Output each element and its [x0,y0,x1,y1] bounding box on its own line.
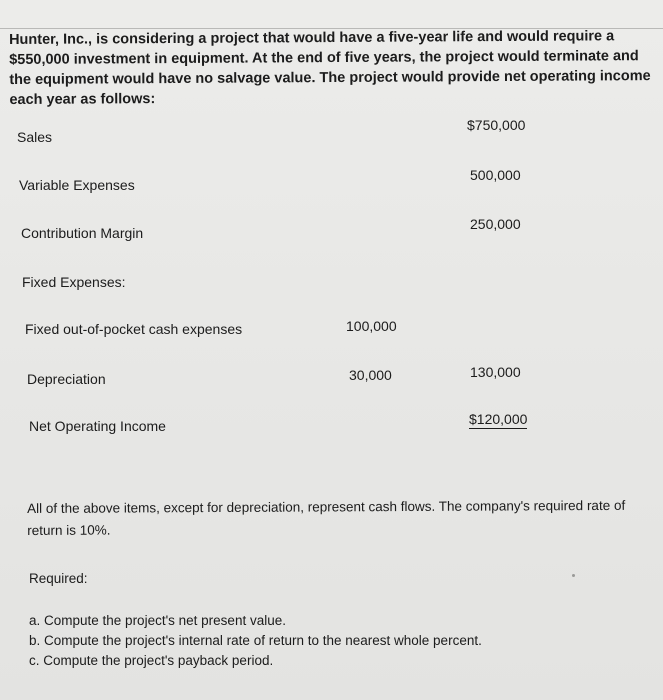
depreciation-amount: 30,000 [349,367,392,383]
contribution-margin-total: 250,000 [470,216,521,232]
requirement-c: c. Compute the project's payback period. [29,653,274,668]
fixed-out-of-pocket-label: Fixed out-of-pocket cash expenses [25,321,243,337]
fixed-out-of-pocket-amount: 100,000 [346,318,397,334]
depreciation-label: Depreciation [27,371,106,387]
depreciation-total: 130,000 [470,364,521,380]
variable-expenses-label: Variable Expenses [19,177,135,193]
net-operating-income-label: Net Operating Income [29,418,166,434]
sales-label: Sales [17,129,53,145]
sales-total: $750,000 [467,117,526,133]
required-label: Required: [29,571,88,586]
contribution-margin-label: Contribution Margin [21,225,144,241]
net-operating-income-total: $120,000 [469,411,528,427]
requirement-a: a. Compute the project's net present value. [29,613,286,628]
problem-intro: Hunter, Inc., is considering a project that would have a five-year life and would require a $550,000 investment in equipment. At the end of five years, the project would terminate and the equipment would have no salvage value. The project would provide net operating income each year as follows: [9,28,651,108]
fixed-expenses-header: Fixed Expenses: [22,274,126,290]
variable-expenses-total: 500,000 [470,167,521,183]
cash-flow-note: All of the above items, except for depreciation, represent cash flows. The company's required rate of return is 10%. [27,497,626,538]
speck-mark [572,574,575,577]
requirements-list [29,611,482,671]
requirement-b: b. Compute the project's internal rate of return to the nearest whole percent. [29,633,482,648]
